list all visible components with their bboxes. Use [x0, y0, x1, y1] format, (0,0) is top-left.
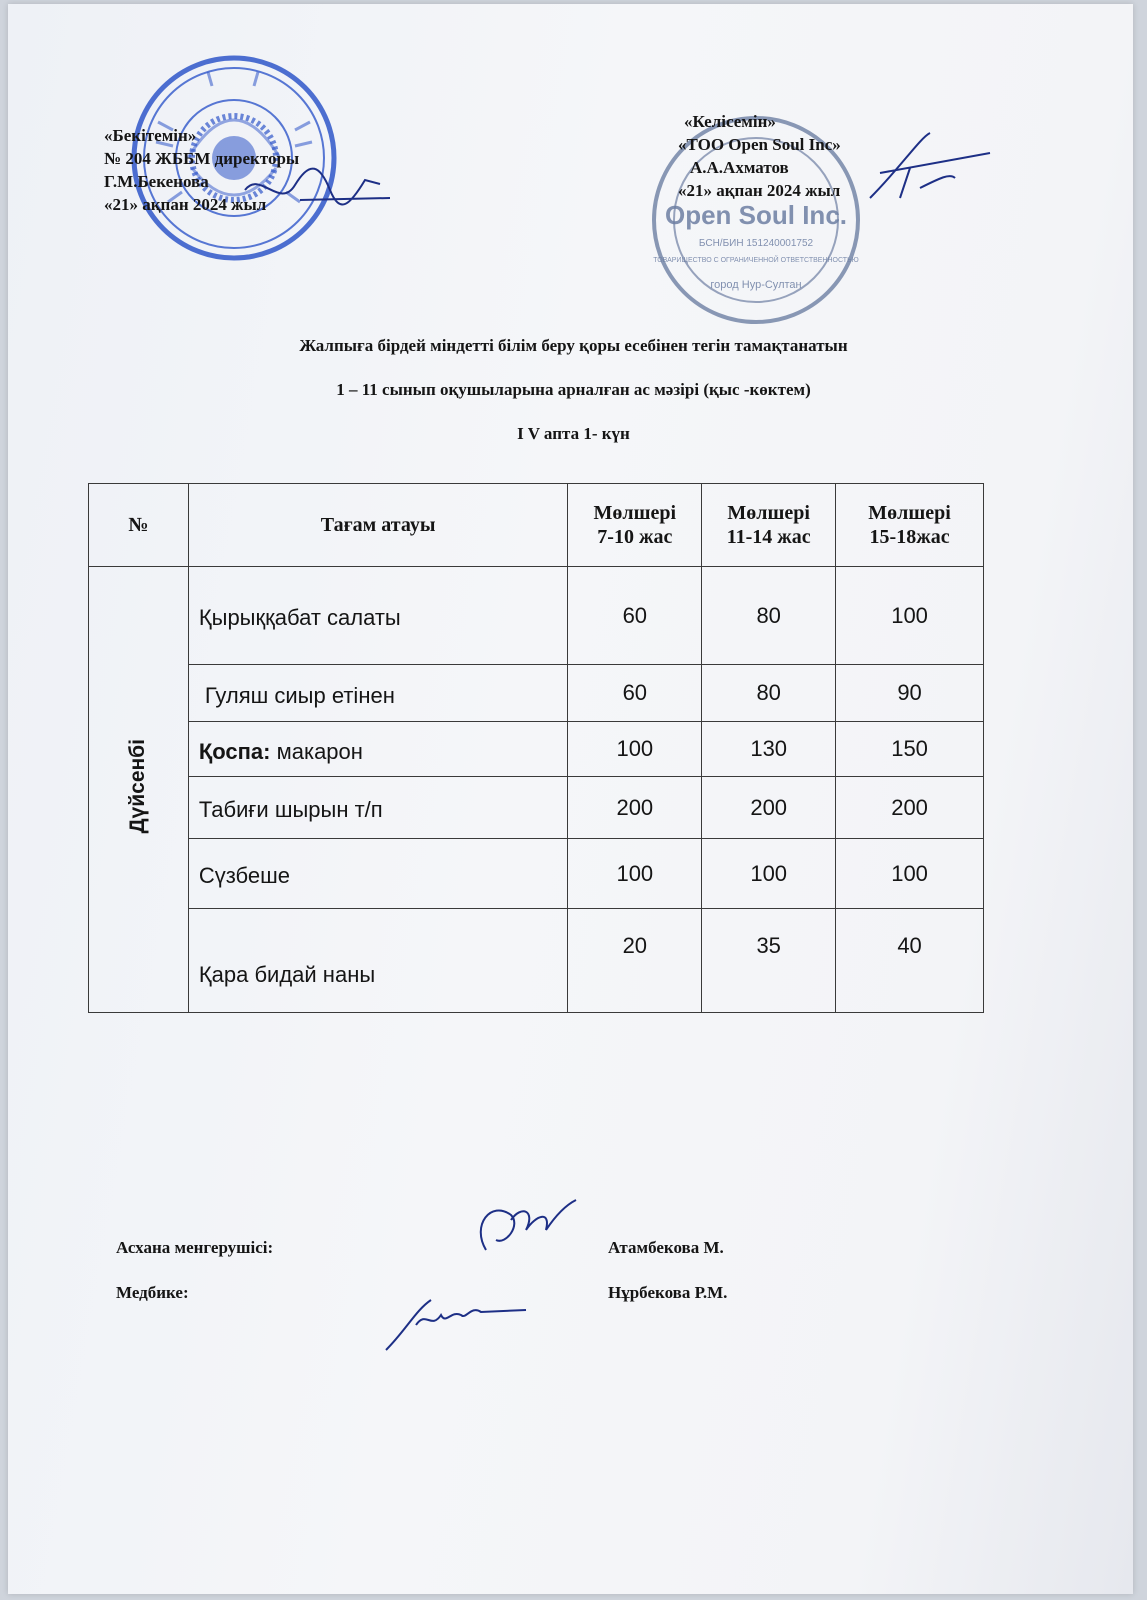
header-portion-label: Мөлшері	[593, 502, 677, 524]
portion-15-18: 150	[836, 722, 984, 777]
approval-right-line4: «21» ақпан 2024 жыл	[678, 181, 841, 200]
dish-name: Қырыққабат салаты	[188, 567, 568, 665]
approval-left-line2: № 204 ЖББМ директоры	[104, 149, 300, 168]
portion-7-10: 100	[568, 722, 702, 777]
portion-7-10: 20	[568, 909, 702, 1013]
table-row	[89, 839, 984, 909]
dish-prefix: Қоспа:	[198, 738, 271, 764]
portion-11-14: 100	[702, 839, 836, 909]
table-row	[89, 567, 984, 665]
portion-11-14: 80	[702, 567, 836, 665]
seal-org-type: ТОВАРИЩЕСТВО С ОГРАНИЧЕННОЙ ОТВЕТСТВЕННОСТЬЮ	[653, 257, 859, 264]
approval-block-right	[678, 110, 841, 202]
dish-name: Қара бидай наны	[188, 909, 568, 1013]
day-cell	[89, 567, 189, 1013]
approval-left-line3: Г.М.Бекенова	[104, 172, 209, 191]
header-portion-age: 15-18жас	[869, 526, 950, 548]
dish-name-cell	[188, 722, 568, 777]
table-row	[89, 909, 984, 1013]
dish-name: макарон	[270, 738, 363, 764]
header-portion-age: 7-10 жас	[597, 526, 673, 548]
portion-7-10: 100	[568, 839, 702, 909]
portion-15-18: 100	[836, 839, 984, 909]
header-portion-age: 11-14 жас	[726, 526, 811, 548]
table-row	[89, 665, 984, 722]
header-number: №	[89, 484, 189, 567]
seal-company-name: Open Soul Inc.	[664, 200, 848, 230]
portion-15-18: 200	[836, 777, 984, 839]
approval-right-line1: «Келісемін»	[684, 112, 776, 131]
nurse-signature	[376, 1290, 536, 1360]
portion-7-10: 60	[568, 665, 702, 722]
header-portion-label: Мөлшері	[727, 502, 810, 524]
portion-7-10: 60	[568, 567, 702, 665]
footer-role-nurse: Медбике:	[116, 1283, 189, 1302]
dish-name: Гуляш сиыр етінен	[188, 665, 568, 722]
seal-bin: БСН/БИН 151240001752	[698, 238, 814, 249]
menu-heading-line3: I V апта 1- күн	[517, 424, 630, 443]
header-dish: Тағам атауы	[188, 484, 568, 567]
approval-left-line1: «Бекітемін»	[104, 126, 197, 145]
portion-7-10: 200	[568, 777, 702, 839]
portion-11-14: 35	[702, 909, 836, 1013]
portion-15-18: 40	[836, 909, 984, 1013]
portion-11-14: 80	[702, 665, 836, 722]
kitchen-head-signature	[466, 1195, 586, 1265]
menu-heading-line1: Жалпыға бірдей міндетті білім беру қоры есебінен тегін тамақтанатын	[299, 336, 848, 355]
header-portion-11-14	[702, 484, 836, 567]
footer-role-kitchen-head: Асхана менгерушісі:	[116, 1238, 274, 1257]
approval-right-line3: А.А.Ахматов	[690, 158, 789, 177]
portion-15-18: 100	[836, 567, 984, 665]
menu-table	[88, 483, 984, 1013]
header-portion-7-10	[568, 484, 702, 567]
table-row	[89, 722, 984, 777]
day-label: Дүйсенбі	[126, 739, 150, 834]
agreement-signature	[860, 128, 1000, 208]
approval-right-line2: «ТОО Open Soul Inc»	[678, 135, 841, 154]
portion-11-14: 200	[702, 777, 836, 839]
seal-city: город Нур-Султан	[710, 279, 802, 291]
director-signature	[240, 160, 390, 220]
approval-left-line4: «21» ақпан 2024 жыл	[104, 195, 267, 214]
menu-heading-line2: 1 – 11 сынып оқушыларына арналған ас мәзірі (қыс -көктем)	[336, 380, 811, 399]
dish-name: Табиғи шырын т/п	[188, 777, 568, 839]
footer-name-kitchen-head: Атамбекова М.	[608, 1238, 724, 1257]
portion-11-14: 130	[702, 722, 836, 777]
table-row	[89, 777, 984, 839]
table-header-row	[89, 484, 984, 567]
footer-name-nurse: Нұрбекова Р.М.	[608, 1283, 728, 1302]
header-portion-label: Мөлшері	[868, 502, 951, 524]
dish-name: Сүзбеше	[188, 839, 568, 909]
header-portion-15-18	[836, 484, 984, 567]
portion-15-18: 90	[836, 665, 984, 722]
